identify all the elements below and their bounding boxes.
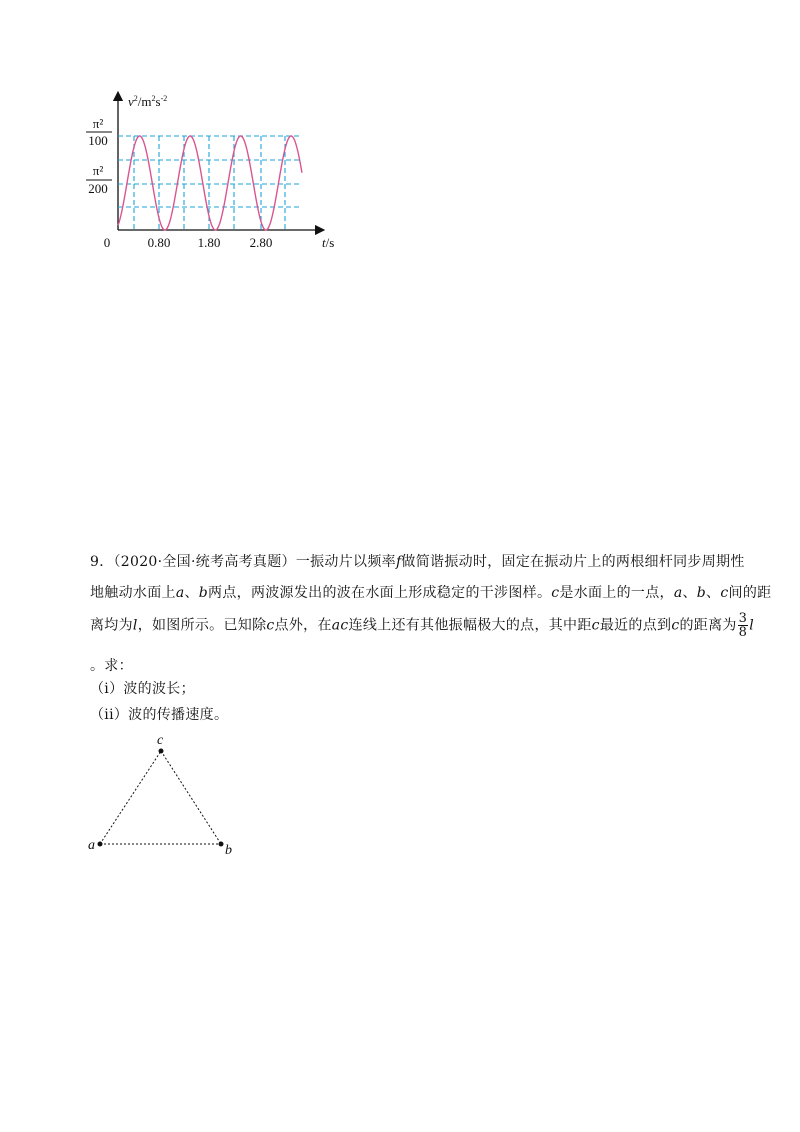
y-axis-label: $v^2/m^2s^{-2}$ bbox=[128, 94, 168, 109]
point-c bbox=[159, 749, 164, 754]
y-tick-mid-denominator: 200 bbox=[88, 181, 108, 196]
fraction-three-eighths: $\frac{3}{8}$ bbox=[738, 611, 748, 640]
question-line-3: 离均为l，如图所示。已知除c点外，在ac连线上还有其他振幅极大的点，其中距c最近的点到c的距离为 $\frac{3}{8}$ l bbox=[90, 611, 755, 640]
sine-curve bbox=[118, 136, 302, 230]
label-c: c bbox=[157, 733, 164, 748]
edge-cb bbox=[161, 751, 221, 844]
triangle-diagram bbox=[80, 728, 250, 863]
sub-question-2: （ii）波的传播速度。 bbox=[90, 707, 229, 723]
label-b: b bbox=[225, 843, 232, 858]
x-tick-0-80: 0.80 bbox=[147, 235, 171, 250]
origin-label: 0 bbox=[103, 235, 111, 250]
question-line-2: 地触动水面上a、b两点，两波源发出的波在水面上形成稳定的干涉图样。c是水面上的一点，a、b、c间的距 bbox=[90, 585, 772, 601]
y-tick-top-numerator: π² bbox=[92, 116, 104, 131]
sub-question-1: （i）波的波长； bbox=[90, 681, 195, 697]
point-b bbox=[219, 842, 224, 847]
x-tick-2-80: 2.80 bbox=[249, 235, 273, 250]
v-squared-time-graph bbox=[80, 88, 350, 258]
x-axis-label: t/s bbox=[322, 235, 335, 250]
question-line-4: 。求： bbox=[90, 658, 133, 674]
y-tick-mid-numerator: π² bbox=[92, 163, 104, 178]
y-tick-top-denominator: 100 bbox=[88, 133, 108, 148]
point-a bbox=[98, 842, 103, 847]
label-a: a bbox=[88, 838, 95, 853]
question-line-1: 9．（2020·全国·统考高考真题）一振动片以频率f做简谐振动时，固定在振动片上的两根细杆同步周期性 bbox=[90, 554, 745, 570]
edge-ac bbox=[100, 751, 161, 844]
x-tick-1-80: 1.80 bbox=[197, 235, 221, 250]
